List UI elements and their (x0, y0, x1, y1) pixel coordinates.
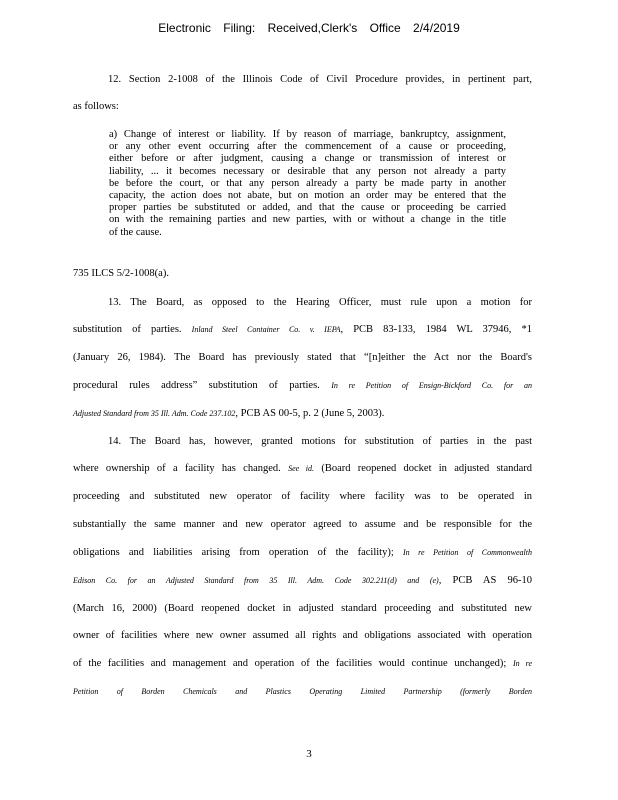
paragraph-14-line-4: substantially the same manner and new operator agreed to assume and be responsible for the (73, 519, 532, 530)
paragraph-13-line-4: procedural rules address” substitution of parties. In re Petition of Ensign-Bickford Co. for an (73, 380, 533, 391)
quote-line: liability, ... it becomes necessary or desirable that any person not already a party (109, 165, 506, 177)
paragraph-12-line-1: 12. Section 2-1008 of the Illinois Code of Civil Procedure provides, in pertinent part, (108, 74, 532, 85)
paragraph-12-line-2: as follows: (73, 101, 119, 112)
statute-citation: 735 ILCS 5/2-1008(a). (73, 268, 169, 279)
paragraph-13-line-3: (January 26, 1984). The Board has previously stated that “[n]either the Act nor the Board's (73, 352, 532, 363)
quote-line: a) Change of interest or liability. If by reason of marriage, bankruptcy, assignment, (109, 129, 506, 140)
paragraph-14-line-10: Petition of Borden Chemicals and Plastics Operating Limited Partnership (formerly Borden (73, 687, 532, 696)
quote-line: proper parties be substituted or added, and that the cause or proceeding be carried (109, 202, 506, 214)
paragraph-13-line-1: 13. The Board, as opposed to the Hearing Officer, must rule upon a motion for (108, 297, 532, 308)
paragraph-14-line-3: proceeding and substituted new operator of facility where facility was to be operated in (73, 491, 532, 502)
filing-header: Electronic Filing: Received,Clerk's Office 2/4/2019 (158, 21, 460, 35)
page-number: 3 (306, 748, 312, 760)
paragraph-14-line-6: Edison Co. for an Adjusted Standard from 35 Ill. Adm. Code 302.211(d) and (e), PCB AS 96-10 (73, 575, 532, 586)
paragraph-13-line-2: substitution of parties. Inland Steel Container Co. v. IEPA, PCB 83-133, 1984 WL 37946, *1 (73, 324, 532, 335)
paragraph-14-line-8: owner of facilities where new owner assumed all rights and obligations associated with operation (73, 630, 532, 641)
quote-line: be before the court, or that any person already a party be made party in another (109, 177, 506, 189)
quote-line: capacity, the action does not abate, but on motion an order may be entered that the (109, 189, 506, 201)
paragraph-14-line-7: (March 16, 2000) (Board reopened docket in adjusted standard proceeding and substituted new (73, 603, 532, 614)
paragraph-14-line-2: where ownership of a facility has changed. See id. (Board reopened docket in adjusted standard (73, 463, 533, 474)
paragraph-13-line-5: Adjusted Standard from 35 Ill. Adm. Code 237.102, PCB AS 00-5, p. 2 (June 5, 2003). (73, 408, 385, 419)
quote-line: or any other event occurring after the commencement of a cause or proceeding, (109, 141, 506, 153)
block-quote (109, 129, 506, 239)
quote-line: of the cause. (109, 226, 162, 238)
paragraph-14-line-5: obligations and liabilities arising from operation of the facility); In re Petition of Commonwealth (73, 547, 532, 558)
quote-line: either before or after judgment, causing a change or transmission of interest or (109, 153, 506, 165)
quote-line: on with the remaining parties and new parties, with or without a change in the title (109, 214, 506, 226)
paragraph-14-line-1: 14. The Board has, however, granted motions for substitution of parties in the past (108, 436, 532, 447)
paragraph-14-line-9: of the facilities and management and operation of the facilities would continue unchanged); In re (73, 658, 533, 669)
